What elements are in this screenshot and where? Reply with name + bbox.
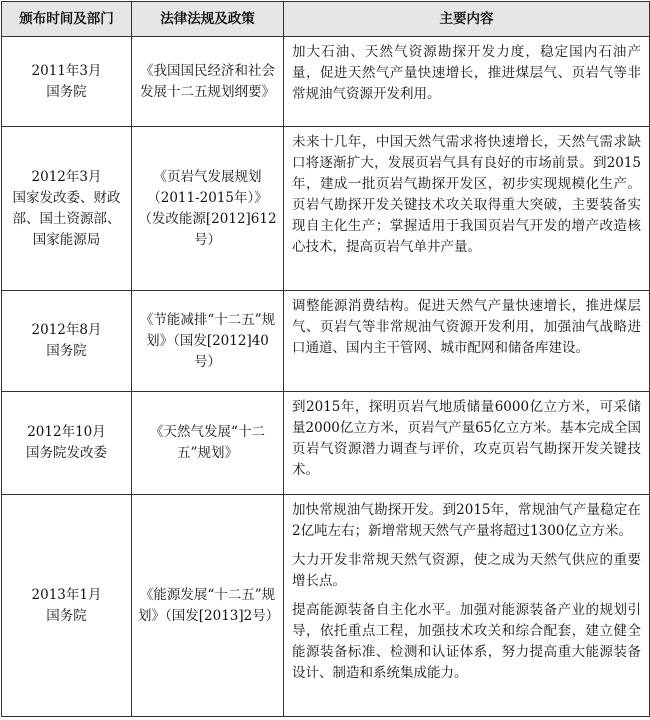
content-cell [284,495,650,717]
department: 国务院发改委 [26,445,107,461]
department: 国务院 [46,607,87,624]
policy-name: 《天然气发展“十二五”规划》 [132,392,284,495]
table-row [2,291,650,392]
date: 2012年10月 [27,424,106,440]
date: 2012年8月 [31,322,102,338]
policy-name: 《页岩气发展规划（2011-2015年）》（发改能源[2012]612号） [132,127,284,291]
header-policy: 法律法规及政策 [132,2,284,37]
table-row [2,495,650,717]
table-row [2,37,650,127]
content-paragraph: 加大石油、天然气资源勘探开发力度，稳定国内石油产量，促进天然气产量快速增长，推进煤层气、页岩气等非常规油气资源开发利用。 [292,44,641,102]
content-cell [284,291,650,392]
table-header-row [2,2,650,37]
content-paragraph: 加快常规油气勘探开发。到2015年，常规油气产量稳定在2亿吨左右；新增常规天然气产量将超过1300亿立方米。 [292,502,641,539]
content-paragraph: 未来十几年，中国天然气需求将快速增长，天然气需求缺口将逐渐扩大，发展页岩气具有良好的市场前景。到2015年，建成一批页岩气勘探开发区，初步实现规模化生产。页岩气勘探开发关键技术攻关取得重大突破，主要装备实现自主化生产；掌握适用于我国页岩气开发的增产改造核心技术，提高页岩气单井产量。 [292,134,641,255]
date-dept-cell [2,37,132,127]
date-dept-cell [2,127,132,291]
table-row [2,392,650,495]
policy-table [1,1,650,717]
date: 2011年3月 [31,62,102,79]
department: 国务院 [46,343,87,359]
header-content: 主要内容 [284,2,650,37]
policy-name: 《节能减排“十二五”规划》（国发[2012]40号） [132,291,284,392]
date: 2012年3月 [31,168,102,185]
content-cell [284,392,650,495]
policy-name: 《能源发展“十二五”规划》（国发[2013]2号） [132,495,284,717]
date-dept-cell [2,495,132,717]
date: 2013年1月 [31,586,102,603]
content-paragraph: 大力开发非常规天然气资源，使之成为天然气供应的重要增长点。 [292,552,641,589]
header-date-dept: 颁布时间及部门 [2,2,132,37]
content-cell [284,37,650,127]
date-dept-cell [2,392,132,495]
department: 国家发改委、财政部、国土资源部、国家能源局 [12,189,121,248]
policy-name: 《我国国民经济和社会发展十二五规划纲要》 [132,37,284,127]
date-dept-cell [2,291,132,392]
content-paragraph: 到2015年，探明页岩气地质储量6000亿立方米，可采储量2000亿立方米，页岩气产量65亿立方米。基本完成全国页岩气资源潜力调查与评价，攻克页岩气勘探开发关键技术。 [292,399,641,478]
department: 国务院 [46,83,87,100]
content-paragraph: 调整能源消费结构。促进天然气产量快速增长，推进煤层气、页岩气等非常规油气资源开发利用，加强油气战略进口通道、国内主干管网、城市配网和储备库建设。 [292,298,641,356]
content-paragraph: 提高能源装备自主化水平。加强对能源装备产业的规划引导，依托重点工程，加强技术攻关和综合配套，建立健全能源装备标准、检测和认证体系，努力提高重大能源装备设计、制造和系统集成能力。 [292,602,641,681]
table-row [2,127,650,291]
content-cell [284,127,650,291]
